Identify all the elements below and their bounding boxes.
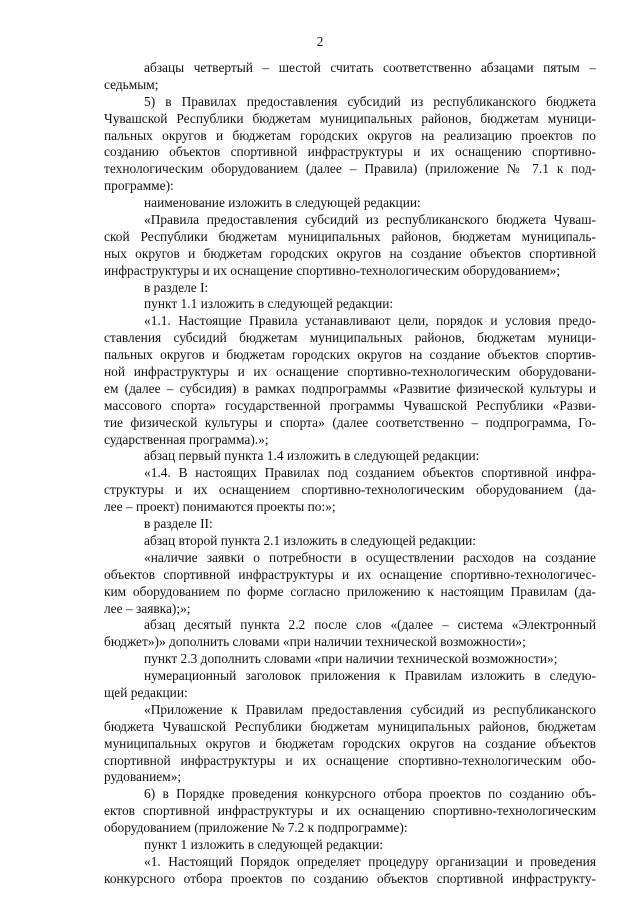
text-line: ской Республики бюджетам муниципальных районов, бюджетам муниципаль- — [104, 228, 596, 244]
text-line: программе): — [104, 178, 174, 194]
document-body — [104, 60, 596, 888]
text-line: бюджет»)» дополнить словами «при наличии технической возможности»; — [104, 634, 526, 650]
text-line: «1.4. В настоящих Правилах под созданием объектов спортивной инфра- — [144, 465, 596, 481]
text-line: структуры и их оснащением спортивно-технологическим оборудованием (да- — [104, 482, 596, 498]
text-line: массового спорта» государственной программы Чувашской Республики «Разви- — [104, 397, 596, 413]
text-line: ектов спортивной инфраструктуры и их оснащению спортивно-технологическим — [104, 803, 596, 819]
text-line: инфраструктуры и их оснащение спортивно-технологическим оборудованием»; — [104, 262, 561, 278]
text-line: «1. Настоящий Порядок определяет процедуру организации и проведения — [144, 853, 596, 869]
text-line: в разделе II: — [144, 516, 213, 532]
text-line: наименование изложить в следующей редакции: — [144, 195, 421, 211]
text-line: пальных округов и бюджетам городских округов на создание объектов спортив- — [104, 347, 596, 363]
text-line: щей редакции: — [104, 684, 188, 700]
text-line: ных округов и бюджетам городских округов на создание объектов спортивной — [104, 245, 596, 261]
text-line: оборудованием (приложение № 7.2 к подпрограмме): — [104, 820, 408, 836]
text-line: технологическим оборудованием (далее – Правила) (приложение № 7.1 к под- — [104, 161, 596, 177]
text-line: 6) в Порядке проведения конкурсного отбора проектов по созданию объ- — [144, 786, 596, 802]
text-line: пальных округов и бюджетам городских округов на реализацию проектов по — [104, 127, 596, 143]
text-line: в разделе I: — [144, 279, 209, 295]
text-line: «1.1. Настоящие Правила устанавливают цели, порядок и условия предо- — [144, 313, 596, 329]
text-line: 5) в Правилах предоставления субсидий из республиканского бюджета — [144, 93, 596, 109]
page-number: 2 — [316, 34, 324, 49]
text-line: рудованием»; — [104, 769, 182, 785]
text-line: пункт 2.3 дополнить словами «при наличии технической возможности»; — [144, 651, 558, 667]
text-line: ем (далее – субсидия) в рамках подпрограммы «Развитие физической культуры и — [104, 380, 596, 396]
text-line: конкурсного отбора проектов по созданию объектов спортивной инфраструкту- — [104, 870, 596, 886]
text-line: абзац первый пункта 1.4 изложить в следующей редакции: — [144, 448, 480, 464]
text-line: Чувашской Республики бюджетам муниципальных районов, бюджетам муници- — [104, 110, 596, 126]
text-line: спортивной инфраструктуры и их оснащение спортивно-технологическим обо- — [104, 752, 596, 768]
text-line: седьмым; — [104, 76, 159, 92]
text-line: лее – проект) понимаются проекты по:»; — [104, 499, 336, 515]
text-line: сударственная программа).»; — [104, 431, 269, 447]
text-line: ким оборудованием по форме согласно приложению к настоящим Правилам (да- — [104, 583, 596, 599]
text-line: абзац второй пункта 2.1 изложить в следующей редакции: — [144, 532, 477, 548]
text-line: бюджета Чувашской Республики бюджетам муниципальных районов, бюджетам — [104, 718, 596, 734]
text-line: объектов спортивной инфраструктуры и их оснащение спортивно-технологичес- — [104, 566, 596, 582]
text-line: ной инфраструктуры и их оснащение спортивно-технологическим оборудовани- — [104, 364, 596, 380]
text-line: тие физической культуры и спорта» (далее соответственно – подпрограмма, Го- — [104, 414, 596, 430]
text-line: лее – заявка);»; — [104, 600, 191, 616]
text-line: абзацы четвертый – шестой считать соответственно абзацами пятым – — [144, 60, 596, 75]
text-line: пункт 1.1 изложить в следующей редакции: — [144, 296, 394, 312]
text-line: «Приложение к Правилам предоставления субсидий из республиканского — [144, 701, 596, 717]
text-line: муниципальных округов и бюджетам городских округов на создание объектов — [104, 735, 596, 751]
text-line: «Правила предоставления субсидий из республиканского бюджета Чуваш- — [144, 212, 596, 228]
text-line: ставления субсидий бюджетам муниципальных районов, бюджетам муници- — [104, 330, 596, 346]
text-line: абзац десятый пункта 2.2 после слов «(далее – система «Электронный — [144, 617, 596, 633]
text-line: «наличие заявки о потребности в осуществлении расходов на создание — [144, 549, 596, 565]
text-line: нумерационный заголовок приложения к Правилам изложить в следую- — [144, 668, 596, 684]
text-line: созданию объектов спортивной инфраструктуры и их оснащению спортивно- — [104, 144, 596, 160]
text-line: пункт 1 изложить в следующей редакции: — [144, 836, 384, 852]
